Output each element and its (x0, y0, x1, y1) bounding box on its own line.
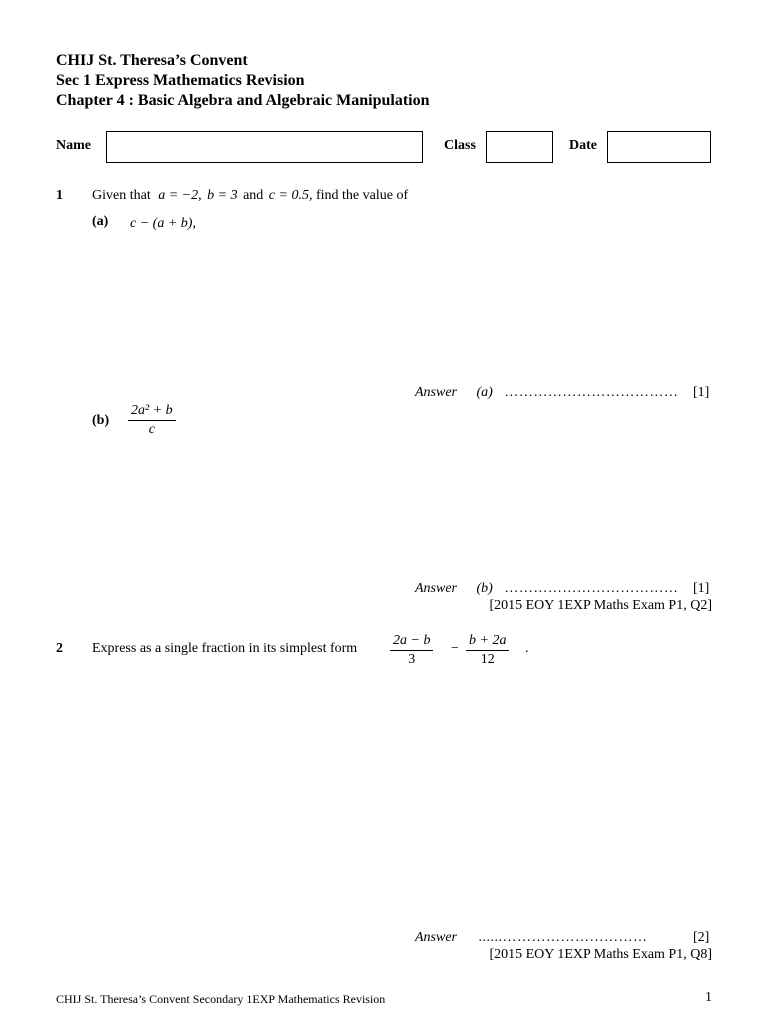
question-2-text: Express as a single fraction in its simplest form (92, 641, 358, 656)
fraction-1 (390, 632, 433, 669)
part-a-expression (130, 214, 196, 232)
a-value: a = −2 (158, 188, 199, 203)
answer-word: Answer (415, 930, 457, 945)
date-field[interactable] (607, 131, 711, 163)
part-a-label: (a) (92, 214, 109, 229)
fraction-2 (466, 632, 509, 669)
separator: , (198, 188, 202, 203)
stem-suffix: , find the value of (308, 188, 409, 203)
answer-b-part: (b) (476, 581, 493, 596)
part-a-tail: , (192, 216, 196, 231)
course-title: Sec 1 Express Mathematics Revision (56, 72, 305, 89)
question-2-number: 2 (56, 641, 63, 656)
question-1-number: 1 (56, 188, 63, 203)
part-b-label: (b) (92, 413, 110, 428)
fraction-2-numerator: b + 2a (466, 632, 509, 651)
name-label: Name (56, 138, 91, 153)
answer-a-marks: [1] (693, 385, 710, 400)
and-word: and (243, 188, 264, 203)
answer-a-part: (a) (476, 385, 493, 400)
answer-b-blank[interactable]: ……………………………… (504, 581, 679, 596)
given-prefix: Given that (92, 188, 151, 203)
answer-b-line (415, 581, 678, 597)
date-label: Date (569, 138, 597, 153)
fraction-1-numerator: 2a − b (390, 632, 433, 651)
part-b-numerator: 2a² + b (128, 402, 176, 421)
class-label: Class (444, 138, 476, 153)
answer-word: Answer (415, 385, 457, 400)
name-field[interactable] (106, 131, 423, 163)
question-2-source: [2015 EOY 1EXP Maths Exam P1, Q8] (489, 947, 712, 962)
answer-2-marks: [2] (693, 930, 710, 945)
question-1-source: [2015 EOY 1EXP Maths Exam P1, Q2] (489, 598, 712, 613)
part-b-fraction (128, 402, 176, 439)
fraction-2-denominator: 12 (480, 652, 495, 667)
answer-a-line (415, 385, 678, 401)
school-title: CHIJ St. Theresa’s Convent (56, 52, 248, 69)
class-field[interactable] (486, 131, 553, 163)
fraction-1-denominator: 3 (408, 652, 416, 667)
answer-word: Answer (415, 581, 457, 596)
part-b-denominator: c (148, 422, 155, 437)
answer-2-line (415, 930, 648, 946)
question-1-stem (92, 188, 408, 204)
part-a-expr: c − (a + b) (130, 216, 193, 231)
minus-sign: − (451, 641, 459, 656)
footer-text: CHIJ St. Theresa’s Convent Secondary 1EXP Mathematics Revision (56, 992, 386, 1006)
page-number: 1 (705, 990, 712, 1005)
answer-2-blank[interactable]: ......………………………… (478, 930, 648, 945)
c-value: c = 0.5 (268, 188, 309, 203)
b-value: b = 3 (207, 188, 238, 203)
period: . (525, 641, 529, 656)
answer-b-marks: [1] (693, 581, 710, 596)
chapter-title: Chapter 4 : Basic Algebra and Algebraic Manipulation (56, 92, 430, 109)
answer-a-blank[interactable]: ……………………………… (504, 385, 679, 400)
